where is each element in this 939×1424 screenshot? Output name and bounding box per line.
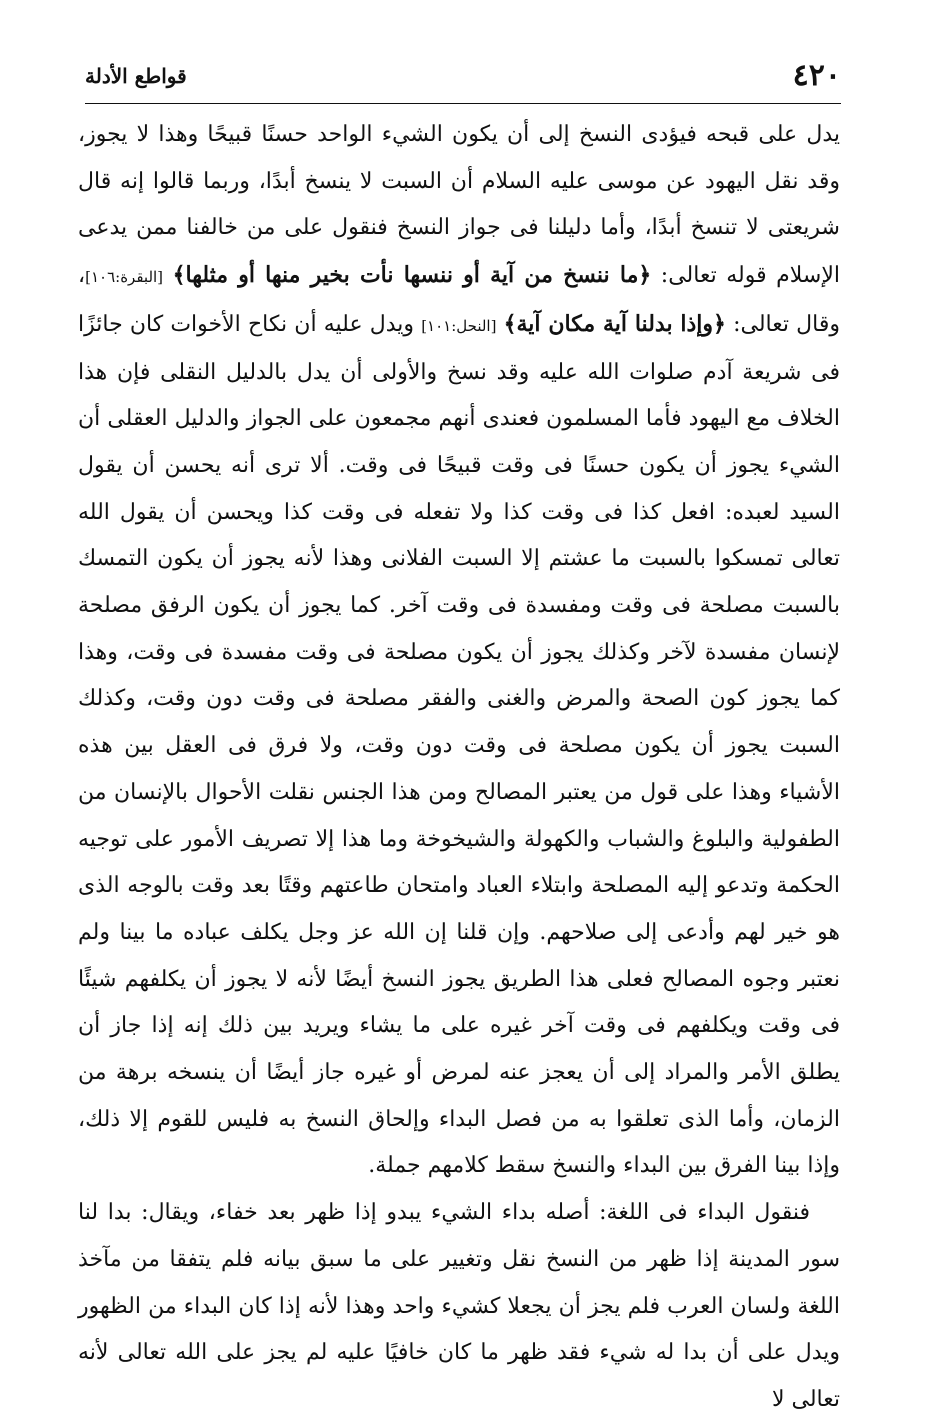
quran-verse: ﴿وإذا بدلنا آية مكان آية﴾: [503, 310, 726, 337]
quran-verse: ﴿ما ننسخ من آية أو ننسها نأت بخير منها أو مثلها﴾: [172, 262, 652, 289]
running-title: قواطع الأدلة: [85, 64, 187, 88]
page-number: ٤٢٠: [792, 58, 841, 93]
verse-reference: [النحل:١٠١]: [421, 316, 497, 335]
paragraph: فنقول البداء فى اللغة: أصله بداء الشيء يبدو إذا ظهر بعد خفاء، ويقال: بدا لنا سور المدينة إذا ظهر من النسخ نقل وتغيير على ما سبق بيانه فلم يتفقا من مآخذ اللغة ولسان العرب فلم يجز أن يجعلا كشيء واحد وهذا لأنه إذا كان البداء من الظهور ويدل على أن بدا له شيء فقد ظهر ما كان خافيًا عليه لم يجز على الله تعالى لأنه تعالى لا: [78, 1200, 840, 1412]
text-run: ، وقال تعالى:: [78, 263, 840, 337]
verse-reference: [البقرة:١٠٦]: [85, 268, 164, 287]
text-run: يدل على قبحه فيؤدى النسخ إلى أن يكون الشيء الواحد حسنًا قبيحًا وهذا لا يجوز، وقد نقل اليهود عن موسى عليه السلام أن السبت لا ينسخ أبدًا، وربما قالوا إنه قال شريعتى لا تنسخ أبدًا، وأما دليلنا فى جواز النسخ فنقول على من خالفنا ممن يدعى الإسلام قوله تعالى:: [78, 122, 841, 289]
body-text: [78, 112, 840, 1424]
text-run: ويدل عليه أن نكاح الأخوات كان جائزًا فى شريعة آدم صلوات الله عليه وقد نسخ والأولى أن يدل بالدليل النقلى فإن هذا الخلاف مع اليهود فأما المسلمون فعندى أنهم مجمعون على الجواز والدليل العقلى أن الشيء يجوز أن يكون حسنًا فى وقت قبيحًا فى وقت. ألا ترى أنه يحسن أن يقول السيد لعبده: افعل كذا فى وقت كذا ولا تفعله فى وقت كذا ويحسن أن يقول الله تعالى تمسكوا بالسبت ما عشتم إلا السبت الفلانى وهذا لأنه يجوز أن يكون التمسك بالسبت مصلحة فى وقت ومفسدة فى وقت آخر. كما يجوز أن يكون الرفق مصلحة لإنسان مفسدة لآخر وكذلك يجوز أن يكون مصلحة فى وقت مفسدة فى وقت، وهذا كما يجوز كون الصحة والمرض والغنى والفقر مصلحة فى وقت دون وقت، وكذلك السبت يجوز أن يكون مصلحة فى وقت دون وقت، ولا فرق فى العقل بين هذه الأشياء وهذا على قول من يعتبر المصالح ومن هذا الجنس نقلت الأحوال بالإنسان من الطفولية والبلوغ والشباب والكهولة والشيخوخة وما هذا إلا تصريف الأمور على توجيه الحكمة وتدعو إليه المصلحة وابتلاء العباد وامتحان طاعتهم وقتًا بعد وقت بالوجه الذى هو خير لهم وأدعى إلى صلاحهم. وإن قلنا إن الله عز وجل يكلف عباده ما بينا ولم نعتبر وجوه المصالح فعلى هذا الطريق يجوز النسخ أيضًا لأنه لا يجوز أن يكلفهم شيئًا فى وقت ويكلفهم فى وقت آخر غيره على ما يشاء ويريد بين ذلك إنه إذا جاز أن يطلق الأمر والمراد إلى أن يعجز عنه لمرض أو غيره جاز أيضًا أن ينسخه برهة من الزمان، وأما الذى تعلقوا به من فصل البداء وإلحاق النسخ به فليس للقوم إلا ذلك، وإذا بينا الفرق بين البداء والنسخ سقط كلامهم جملة.: [78, 311, 840, 1179]
page-header: [85, 56, 841, 96]
header-divider: [85, 103, 841, 104]
paragraph: [78, 112, 840, 1190]
